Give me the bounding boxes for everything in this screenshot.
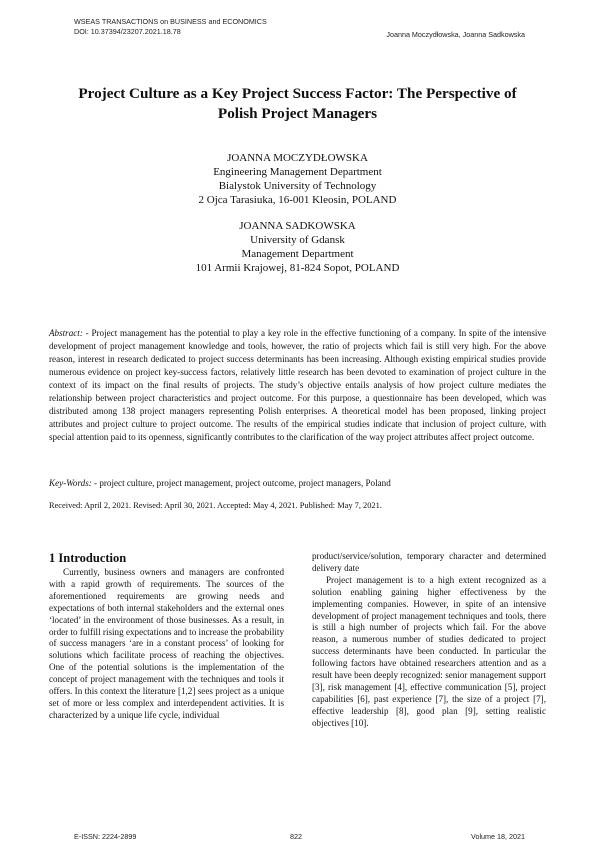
- author-affiliation: Engineering Management Department: [213, 166, 382, 178]
- abstract-label: Abstract:: [49, 328, 83, 338]
- paper-title: Project Culture as a Key Project Success Factor: The Perspective of Polish Project Managers: [78, 85, 517, 122]
- paragraph: Currently, business owners and managers are confronted with a rapid growth of requirements. The sources of the aforementioned requirements are growing needs and expectations of both internal stakeholders and the external ones ‘located’ in the environment of those businesses. As a result, in order to fulfill rising expectations and to increase the probability of success managers ‘are in a constant process’ of looking for solutions which facilitate process of reaching the objectives. One of the potential solutions is the implementation of the concept of project management with the techniques and tools it offers. In this context the literature [1,2] sees project as a unique set of more or less complex and interdependent activities. It is characterized by a unique life cycle, individual: [49, 567, 284, 720]
- author-affiliation: University of Gdansk: [250, 234, 345, 246]
- keywords-label: Key-Words:: [49, 478, 92, 488]
- paragraph: Project management is to a high extent recognized as a solution enabling gaining higher effectiveness by the implementing companies. However, in spite of an intensive development of project management techniques and tools, there is still a high number of projects which fail. For the above reason, a numerous number of studies dedicated to project success determinants have been conducted. In particular the following factors have obtained researchers attention and as a result have been deeply recognized: senior management support [3], risk management [4], effective communication [5], project capabilities [6], past experience [7], the size of a project [7], effective leadership [8], good plan [9], setting realistic objectives [10].: [312, 574, 546, 728]
- author-address: 101 Armii Krajowej, 81-824 Sopot, POLAND: [195, 262, 400, 274]
- author-address: 2 Ojca Tarasiuka, 16-001 Kleosin, POLAND: [198, 194, 397, 206]
- paragraph: product/service/solution, temporary character and determined delivery date: [312, 551, 546, 573]
- author-name: JOANNA MOCZYDŁOWSKA: [227, 152, 368, 164]
- keywords: [49, 477, 546, 490]
- journal-name: WSEAS TRANSACTIONS on BUSINESS and ECONOMICS: [74, 17, 267, 26]
- author-2: [120, 219, 475, 275]
- author-block: [120, 151, 475, 287]
- abstract: [49, 327, 546, 444]
- author-1: [120, 151, 475, 207]
- running-authors: Joanna Moczydłowska, Joanna Sadkowska: [386, 30, 525, 39]
- footer-volume: Volume 18, 2021: [471, 832, 525, 841]
- page-number: 822: [290, 832, 302, 841]
- abstract-text: - Project management has the potential to play a key role in the effective functioning of a company. In spite of the intensive development of project management knowledge and tools, however, the ratio of projects which fail is still very high. For the above reason, interest in research dedicated to project success determinants has been increasing. Although existing empirical studies provide numerous evidence on project key-success factors, relatively little research has been devoted to examination of project culture in the context of its impact on the final results of projects. The study’s objective entails analysis of how project culture mediates the relationship between project characteristics and project outcome. For this purpose, a questionnaire has been developed, which was distributed among 138 project managers representing Polish enterprises. A theoretical model has been proposed, linking project attributes and project culture to project outcome. The results of the empirical studies indicate that inclusion of project culture, with special attention paid to its openness, significantly contributes to the clarification of the way project attributes affect project outcome.: [49, 328, 546, 442]
- left-column: [49, 551, 284, 722]
- doi: DOI: 10.37394/23207.2021.18.78: [74, 27, 181, 36]
- section-heading: 1 Introduction: [49, 551, 127, 565]
- author-affiliation: Bialystok University of Technology: [218, 180, 377, 192]
- author-affiliation: Management Department: [241, 248, 354, 260]
- keywords-text: - project culture, project management, project outcome, project managers, Poland: [91, 478, 391, 488]
- right-column: [312, 551, 546, 730]
- footer-issn: E-ISSN: 2224-2899: [74, 832, 137, 841]
- author-name: JOANNA SADKOWSKA: [239, 220, 356, 232]
- publication-dates: Received: April 2, 2021. Revised: April 30, 2021. Accepted: May 4, 2021. Published: May 7, 2021.: [49, 501, 382, 510]
